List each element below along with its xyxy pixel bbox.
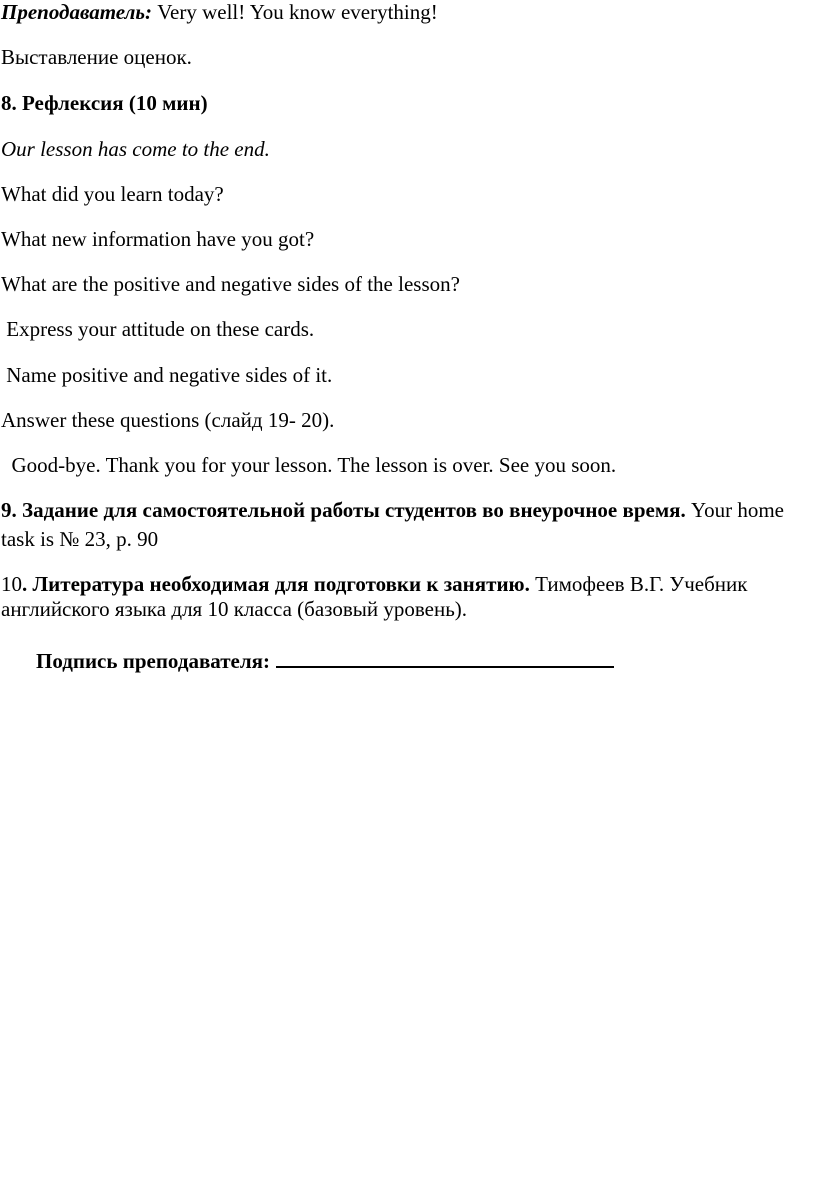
goodbye-line: Good-bye. Thank you for your lesson. The lesson is over. See you soon.	[1, 453, 617, 477]
homework-heading: 9. Задание для самостоятельной работы студентов во внеурочное время.	[1, 498, 686, 522]
literature-line-1	[1, 572, 747, 596]
teacher-label: Преподаватель:	[1, 0, 152, 24]
signature-line	[36, 646, 614, 673]
literature-heading: . Литература необходимая для подготовки к занятию.	[22, 572, 530, 596]
signature-rule	[276, 646, 614, 668]
signature-label: Подпись преподавателя:	[36, 649, 271, 673]
literature-number: 10	[1, 572, 22, 596]
grading-line: Выставление оценок.	[1, 45, 192, 69]
teacher-line	[1, 0, 438, 24]
question-line: Name positive and negative sides of it.	[1, 363, 333, 387]
literature-line-2: английского языка для 10 класса (базовый уровень).	[1, 597, 468, 621]
teacher-text: Very well! You know everything!	[151, 0, 438, 24]
homework-line-2: task is № 23, p. 90	[1, 527, 159, 551]
question-line: What did you learn today?	[1, 182, 224, 206]
question-line: What are the positive and negative sides of the lesson?	[1, 272, 460, 296]
homework-text: Your home	[685, 498, 784, 522]
question-line: What new information have you got?	[1, 227, 315, 251]
literature-text: Тимофеев В.Г. Учебник	[529, 572, 748, 596]
reflection-heading: 8. Рефлексия (10 мин)	[1, 91, 208, 115]
question-line: Answer these questions (слайд 19- 20).	[1, 408, 335, 432]
homework-line-1	[1, 498, 784, 522]
lesson-end-line: Our lesson has come to the end.	[1, 137, 270, 161]
question-line: Express your attitude on these cards.	[1, 317, 315, 341]
